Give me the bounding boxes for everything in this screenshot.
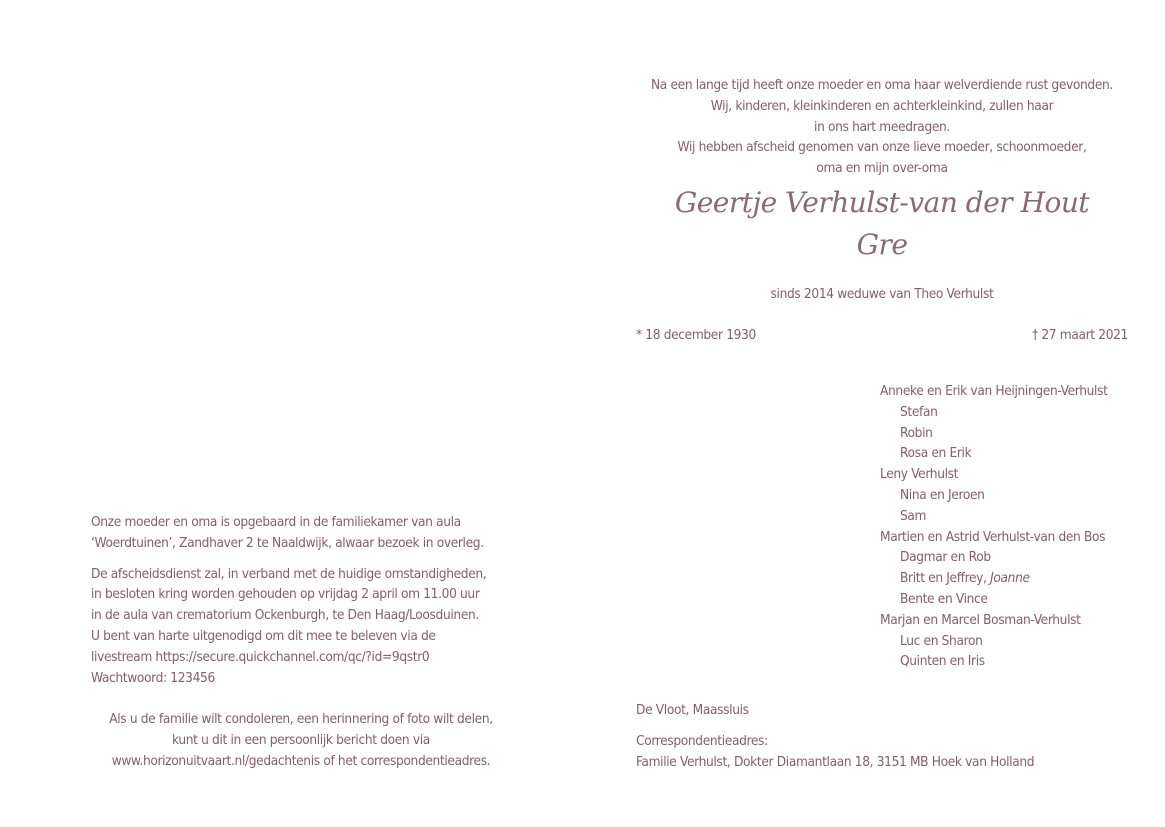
family-member-name: Britt en Jeffrey, — [900, 570, 991, 587]
intro-line-3: in ons hart meedragen. — [814, 118, 950, 135]
family-member-name: Nina en Jeroen — [900, 486, 985, 503]
family-child — [880, 527, 1140, 548]
service-line-2: in besloten kring worden gehouden op vrijdag 2 april om 11.00 uur — [91, 586, 480, 603]
address-label: Correspondentieadres: — [636, 732, 768, 749]
family-member-name: Martien en Astrid Verhulst-van den Bos — [880, 528, 1106, 545]
family-grandchild — [880, 651, 1140, 672]
intro-line-1: Na een lange tijd heeft onze moeder en oma haar welverdiende rust gevonden. — [651, 77, 1113, 93]
service-line-4: U bent van harte uitgenodigd om dit mee te beleven via de — [91, 627, 436, 644]
family-list — [880, 381, 1140, 672]
birth-date: * 18 december 1930 — [636, 327, 756, 343]
family-member-name: Marjan en Marcel Bosman-Verhulst — [880, 611, 1081, 628]
family-grandchild — [880, 589, 1140, 610]
family-child — [880, 381, 1140, 402]
family-grandchild — [880, 443, 1140, 464]
great-grandchild-name: Joanne — [990, 570, 1030, 587]
footer — [636, 700, 1136, 772]
residence-line: De Vloot, Maassluis — [636, 702, 749, 718]
service-line-1: De afscheidsdienst zal, in verband met de huidige omstandigheden, — [91, 565, 487, 582]
condolence-line-2: kunt u dit in een persoonlijk bericht doen via — [172, 732, 430, 749]
family-grandchild — [880, 547, 1140, 568]
family-grandchild — [880, 631, 1140, 652]
widow-line: sinds 2014 weduwe van Theo Verhulst — [770, 286, 994, 302]
intro-line-2: Wij, kinderen, kleinkinderen en achterkleinkind, zullen haar — [710, 97, 1054, 114]
condolence-line-1: Als u de familie wilt condoleren, een herinnering of foto wilt delen, — [109, 711, 493, 728]
family-member-name: Quinten en Iris — [900, 653, 985, 670]
family-member-name: Rosa en Erik — [900, 445, 972, 462]
family-grandchild — [880, 402, 1140, 423]
family-member-name: Luc en Sharon — [900, 632, 983, 649]
condolence-link[interactable]: www.horizonuitvaart.nl/gedachtenis of het correspondentieadres. — [111, 752, 491, 769]
family-member-name: Leny Verhulst — [880, 466, 959, 483]
correspondence-address: Familie Verhulst, Dokter Diamantlaan 18, 3151 MB Hoek van Holland — [636, 753, 1035, 770]
family-grandchild — [880, 568, 1140, 589]
left-panel — [91, 512, 511, 772]
family-member-name: Anneke en Erik van Heijningen-Verhulst — [880, 383, 1108, 399]
deceased-full-name: Geertje Verhulst-van der Hout — [674, 186, 1090, 219]
family-member-name: Dagmar en Rob — [900, 549, 991, 566]
family-child — [880, 464, 1140, 485]
deceased-nickname: Gre — [856, 228, 908, 261]
family-child — [880, 610, 1140, 631]
family-grandchild — [880, 506, 1140, 527]
intro-text — [636, 75, 1128, 179]
service-line-3: in de aula van crematorium Ockenburgh, te Den Haag/Loosduinen. — [91, 607, 479, 624]
intro-line-5: oma en mijn over-oma — [816, 160, 948, 177]
family-member-name: Robin — [900, 424, 933, 441]
password-line: Wachtwoord: 123456 — [91, 669, 215, 686]
intro-line-4: Wij hebben afscheid genomen van onze lieve moeder, schoonmoeder, — [677, 139, 1087, 156]
family-member-name: Sam — [900, 507, 927, 524]
viewing-line-1: Onze moeder en oma is opgebaard in de familiekamer van aula — [91, 514, 461, 530]
viewing-line-2: ‘Woerdtuinen’, Zandhaver 2 te Naaldwijk, alwaar bezoek in overleg. — [91, 534, 484, 551]
livestream-link[interactable]: livestream https://secure.quickchannel.com/qc/?id=9qstr0 — [91, 648, 430, 665]
family-grandchild — [880, 423, 1140, 444]
family-member-name: Bente en Vince — [900, 590, 988, 607]
deceased-name-block — [636, 182, 1128, 266]
family-member-name: Stefan — [900, 403, 938, 420]
death-date: † 27 maart 2021 — [1032, 327, 1128, 343]
life-dates — [636, 325, 1128, 346]
family-grandchild — [880, 485, 1140, 506]
